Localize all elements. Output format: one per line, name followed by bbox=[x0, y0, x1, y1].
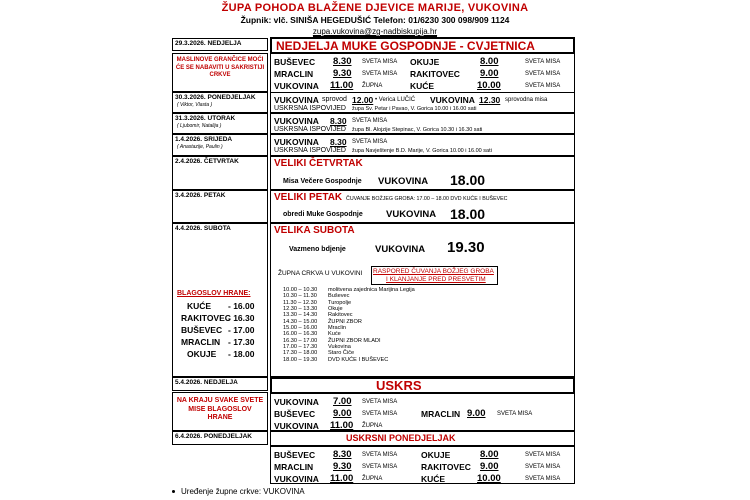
d9-time2-2: 10.00 bbox=[477, 473, 501, 484]
date-31-3: 31.3.2026. UTORAK bbox=[175, 115, 236, 122]
d3-type: SVETA MISA bbox=[352, 118, 388, 124]
d5-event: Misa Večere Gospodnje bbox=[283, 178, 362, 185]
footer-note bbox=[172, 487, 305, 496]
d9-place2-2: KUĆE bbox=[421, 474, 446, 484]
d6-grob: ČUVANJE BOŽJEG GROBA: 17.00 – 18.00 DVD KUĆE I BUŠEVEC bbox=[346, 196, 508, 202]
type-rak-1: SVETA MISA bbox=[525, 71, 561, 77]
d4-place: VUKOVINA bbox=[274, 137, 319, 147]
d8-type-1: SVETA MISA bbox=[362, 411, 398, 417]
saint-1-4: ( Anastazije, Paulin ) bbox=[177, 144, 223, 150]
time-mra-1: 9.30 bbox=[333, 68, 352, 79]
title-veliki-cetvrtak: VELIKI ČETVRTAK bbox=[274, 158, 363, 169]
d2-sprovod: sprovod bbox=[322, 96, 347, 103]
food-place-kuce: KUĆE bbox=[187, 301, 212, 311]
time-rak-1: 9.00 bbox=[480, 68, 499, 79]
schedule-row: 15.00 – 16.00 Mraclin bbox=[283, 325, 347, 332]
d4-time: 8.30 bbox=[330, 137, 347, 147]
d3-ispovijed-detail: župa Bl. Alojzije Stepinac, V. Gorica 10.30 i 16.30 sati bbox=[352, 127, 483, 133]
place-oku-1: OKUJE bbox=[410, 57, 440, 67]
sched-title-frame bbox=[371, 266, 498, 285]
time-kuc-1: 10.00 bbox=[477, 80, 501, 91]
place-rak-1: RAKITOVEC bbox=[410, 69, 460, 79]
place-kuc-1: KUĆE bbox=[410, 81, 435, 91]
footer-text: Uređenje župne crkve: VUKOVINA bbox=[181, 487, 305, 496]
type-mra-1: SVETA MISA bbox=[362, 71, 398, 77]
d8-time2-1: 9.00 bbox=[467, 408, 486, 419]
title-veliki-petak: VELIKI PETAK bbox=[274, 192, 343, 203]
email-link[interactable]: zupa.vukovina@zg-nadbiskupija.hr bbox=[312, 27, 438, 36]
schedule-row: 16.30 – 17.00 ŽUPNI ZBOR MLADI bbox=[283, 337, 381, 344]
schedule-row: 12.30 – 13.30 Okuje bbox=[283, 306, 343, 313]
d9-place-0: BUŠEVEC bbox=[274, 450, 316, 460]
time-vuk-1: 11.00 bbox=[330, 80, 354, 91]
food-time-mraclin: - 17.30 bbox=[228, 337, 255, 347]
d6-event: obredi Muke Gospodnje bbox=[283, 211, 363, 218]
d2-deceased: • Verica LUČIĆ bbox=[375, 97, 416, 103]
blagoslov-title: BLAGOSLOV HRANE: bbox=[177, 290, 251, 297]
food-time-okuje: - 18.00 bbox=[228, 349, 255, 359]
d2-time1: 12.00 bbox=[352, 95, 374, 105]
d9-place2-1: RAKITOVEC bbox=[421, 462, 471, 472]
d9-time2-0: 8.00 bbox=[480, 449, 499, 460]
d9-type-2: ŽUPNA bbox=[362, 476, 383, 482]
schedule-row: 10.00 – 10.30 molitvena zajednica Marijina Legija bbox=[283, 287, 415, 293]
time-oku-1: 8.00 bbox=[480, 56, 499, 67]
title-velika-subota: VELIKA SUBOTA bbox=[274, 225, 355, 236]
schedule-row: 11.30 – 12.30 Turopolje bbox=[283, 299, 352, 306]
d2-misa: sprovodna misa bbox=[505, 97, 548, 103]
schedule-row: 18.00 – 19.30 DVD KUĆE I BUŠEVEC bbox=[283, 356, 389, 363]
d9-time2-1: 9.00 bbox=[480, 461, 499, 472]
d9-time-0: 8.30 bbox=[333, 449, 352, 460]
d9-type2-1: SVETA MISA bbox=[525, 464, 561, 470]
date-4-4: 4.4.2026. SUBOTA bbox=[175, 225, 231, 232]
d9-time-2: 11.00 bbox=[330, 473, 354, 484]
d8-place-0: VUKOVINA bbox=[274, 397, 319, 407]
d8-time-0: 7.00 bbox=[333, 396, 352, 407]
d8-place-2: VUKOVINA bbox=[274, 421, 319, 431]
d3-ispovijed: USKRSNA ISPOVIJED bbox=[274, 126, 346, 133]
date-6-4: 6.4.2026. PONEDJELJAK bbox=[175, 433, 252, 440]
date-30-3: 30.3.2026. PONEDJELJAK bbox=[175, 94, 256, 101]
parish-title: ŽUPA POHODA BLAŽENE DJEVICE MARIJE, VUKOVINA bbox=[221, 2, 529, 14]
type-bus-1: SVETA MISA bbox=[362, 59, 398, 65]
date-5-4: 5.4.2026. NEDJELJA bbox=[175, 379, 238, 386]
type-oku-1: SVETA MISA bbox=[525, 59, 561, 65]
title-uskrsni-ponedjeljak: USKRSNI PONEDJELJAK bbox=[346, 433, 456, 443]
d4-ispovijed: USKRSNA ISPOVIJED bbox=[274, 147, 346, 154]
priest-contact: Župnik: vlč. SINIŠA HEGEDUŠIĆ Telefon: 01/6230 300 098/909 1124 bbox=[240, 15, 510, 25]
food-time-rakitovec: - 16.30 bbox=[228, 313, 255, 323]
d9-time-1: 9.30 bbox=[333, 461, 352, 472]
d6-place: VUKOVINA bbox=[386, 209, 437, 220]
type-kuc-1: SVETA MISA bbox=[525, 83, 561, 89]
d6-time: 18.00 bbox=[450, 206, 486, 222]
d4-ispovijed-detail: župa Navještenje B.D. Marije, V. Gorica 10.00 i 16.00 sati bbox=[352, 148, 492, 154]
d2-place: VUKOVINA bbox=[274, 95, 319, 105]
d8-time-2: 11.00 bbox=[330, 420, 354, 431]
saint-31-3: ( Ljubomir, Natalija ) bbox=[177, 123, 222, 129]
d8-type-2: ŽUPNA bbox=[362, 423, 383, 429]
schedule-row: 14.30 – 15.00 ŽUPNI ZBOR bbox=[283, 318, 362, 325]
date-29-3: 29.3.2026. NEDJELJA bbox=[175, 40, 242, 47]
food-place-okuje: OKUJE bbox=[187, 349, 217, 359]
date-2-4: 2.4.2026. ČETVRTAK bbox=[175, 158, 239, 165]
d8-place-1: BUŠEVEC bbox=[274, 409, 316, 419]
food-time-kuce: - 16.00 bbox=[228, 301, 255, 311]
d2-ispovijed-detail: župa Sv. Petar i Pavao, V. Gorica 10.00 i 16.00 sati bbox=[352, 106, 477, 112]
d9-type-1: SVETA MISA bbox=[362, 464, 398, 470]
d9-place-1: MRACLIN bbox=[274, 462, 314, 472]
place-bus-1: BUŠEVEC bbox=[274, 57, 316, 67]
guard-schedule bbox=[283, 287, 415, 363]
d2-time2: 12.30 bbox=[479, 95, 501, 105]
schedule-row: 17.30 – 18.00 Staro Čiče bbox=[283, 350, 355, 357]
schedule-row: 16.00 – 16.30 Kuće bbox=[283, 331, 341, 338]
place-mra-1: MRACLIN bbox=[274, 69, 314, 79]
saint-30-3: ( Viktor, Vlasta ) bbox=[177, 102, 213, 108]
schedule-row: 13.30 – 14.30 Rakitovec bbox=[283, 312, 353, 319]
d5-place: VUKOVINA bbox=[378, 176, 429, 187]
time-bus-1: 8.30 bbox=[333, 56, 352, 67]
schedule-row: 17.00 – 17.30 Vukovina bbox=[283, 344, 351, 351]
food-place-mraclin: MRACLIN bbox=[181, 337, 221, 347]
bullet-icon bbox=[172, 490, 175, 493]
type-vuk-1: ŽUPNA bbox=[362, 83, 383, 89]
d9-place-2: VUKOVINA bbox=[274, 474, 319, 484]
d7-sched-title1: RASPORED ČUVANJA BOŽJEG GROBA bbox=[373, 268, 494, 275]
d2-place2: VUKOVINA bbox=[430, 95, 475, 105]
d9-type-0: SVETA MISA bbox=[362, 452, 398, 458]
d7-time: 19.30 bbox=[447, 239, 485, 256]
food-time-busevec: - 17.00 bbox=[228, 325, 255, 335]
d9-place2-0: OKUJE bbox=[421, 450, 451, 460]
d7-sched-title2: I KLANJANJE PRED PRESVETIM bbox=[386, 276, 486, 283]
d9-type2-2: SVETA MISA bbox=[525, 476, 561, 482]
d5-time: 18.00 bbox=[450, 172, 486, 188]
date-1-4: 1.4.2026. SRIJEDA bbox=[175, 136, 233, 143]
d3-time: 8.30 bbox=[330, 116, 347, 126]
schedule-row: 10.30 – 11.30 Buševec bbox=[283, 293, 350, 300]
food-place-rakitovec: RAKITOVEC bbox=[181, 313, 231, 323]
note-blagoslov: NA KRAJU SVAKE SVETE MISE BLAGOSLOV HRANE bbox=[176, 397, 264, 421]
d2-ispovijed: USKRSNA ISPOVIJED bbox=[274, 105, 346, 112]
d7-church: ŽUPNA CRKVA U VUKOVINI bbox=[278, 270, 363, 277]
d8-time-1: 9.00 bbox=[333, 408, 352, 419]
place-vuk-1: VUKOVINA bbox=[274, 81, 319, 91]
d3-place: VUKOVINA bbox=[274, 116, 319, 126]
title-cvjetnica: NEDJELJA MUKE GOSPODNJE - CVJETNICA bbox=[276, 39, 535, 53]
d9-type2-0: SVETA MISA bbox=[525, 452, 561, 458]
food-place-busevec: BUŠEVEC bbox=[181, 325, 223, 335]
note-maslinove: MASLINOVE GRANČICE MOĆI ĆE SE NABAVITI U SAKRISTIJI CRKVE bbox=[175, 57, 265, 78]
d8-type2-1: SVETA MISA bbox=[497, 411, 533, 417]
d8-place2-1: MRACLIN bbox=[421, 409, 461, 419]
d7-place: VUKOVINA bbox=[375, 244, 426, 255]
date-3-4: 3.4.2026. PETAK bbox=[175, 192, 226, 199]
title-box-uskrs bbox=[270, 377, 575, 394]
d8-type-0: SVETA MISA bbox=[362, 399, 398, 405]
d7-event: Vazmeno bdjenje bbox=[289, 246, 346, 253]
parish-email[interactable] bbox=[0, 27, 750, 36]
d4-type: SVETA MISA bbox=[352, 139, 388, 145]
title-uskrs: USKRS bbox=[376, 378, 422, 393]
